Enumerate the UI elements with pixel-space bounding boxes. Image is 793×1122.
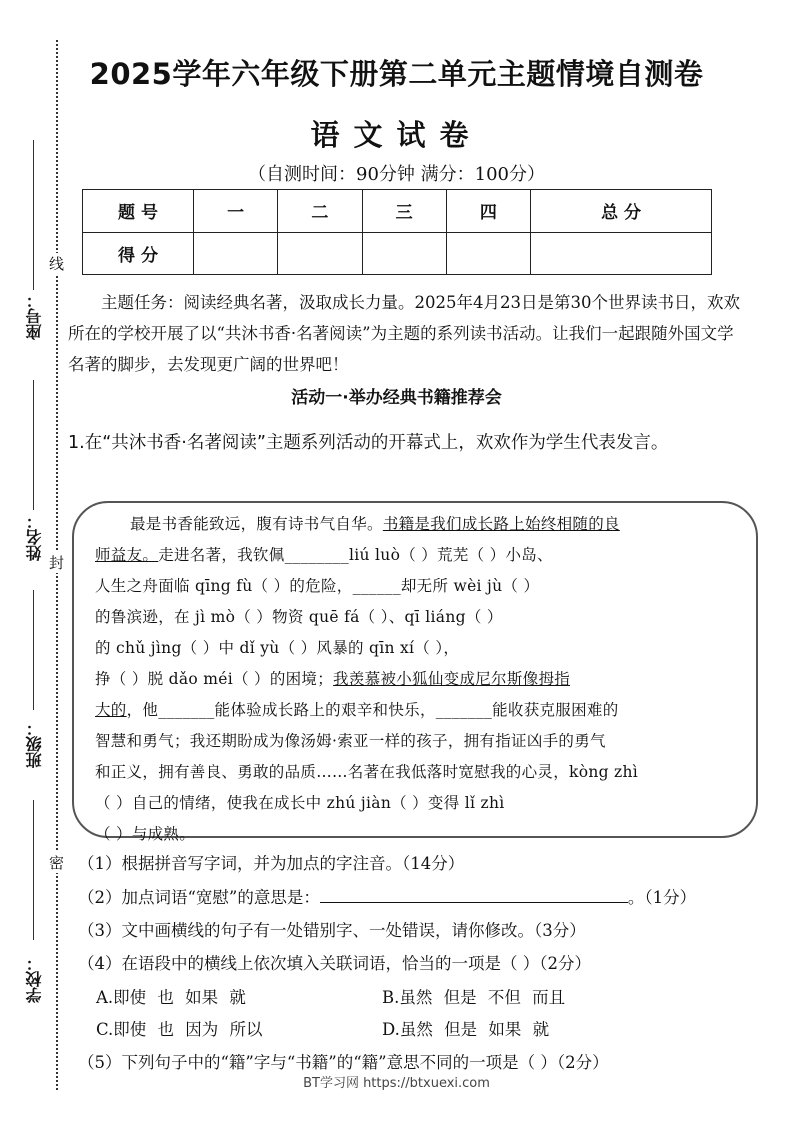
passage-text: 挣（ ）脱 dǎo méi（ ）的困境； <box>95 670 334 688</box>
passage-line <box>100 512 750 534</box>
side-mark-feng: 封 <box>49 554 65 572</box>
passage-line: 人生之舟面临 qīng fù（ ）的危险，______却无所 wèi jù（ ） <box>95 577 540 595</box>
underlined-sentence: 我羡慕被小狐仙变成尼尔斯像拇指 <box>333 670 571 688</box>
answer-blank[interactable] <box>320 902 628 903</box>
table-cell: 二 <box>278 190 362 233</box>
score-entry-cell[interactable] <box>446 232 530 275</box>
table-cell: 四 <box>446 190 530 233</box>
passage-line: 和正义，拥有善良、勇敢的品质……名著在我低落时宽慰我的心灵，kòng zhì <box>95 763 639 781</box>
underlined-sentence: 书籍是我们成长路上始终相随的良 <box>382 515 620 533</box>
option-b[interactable]: B.虽然 但是 不但 而且 <box>382 988 566 1007</box>
passage-line: （ ）与成熟。 <box>95 825 196 843</box>
name-label: 姓名： <box>25 513 44 561</box>
score-entry-cell[interactable] <box>531 232 712 275</box>
side-mark-xian: 线 <box>49 255 65 273</box>
score-table-score-row <box>83 232 712 275</box>
table-cell: 三 <box>362 190 446 233</box>
score-entry-cell[interactable] <box>278 232 362 275</box>
question-text: （2）加点词语“宽慰”的意思是： <box>78 888 320 907</box>
school-line <box>33 800 34 940</box>
passage-line <box>95 698 745 720</box>
sub-question-1: （1）根据拼音写字词，并为加点的字注音。（14分） <box>78 854 465 873</box>
table-cell: 题 号 <box>83 190 194 233</box>
activity-heading: 活动一·举办经典书籍推荐会 <box>291 388 502 408</box>
option-a[interactable]: A.即使 也 如果 就 <box>96 988 246 1007</box>
score-entry-cell[interactable] <box>194 232 278 275</box>
passage-text: ，他_______能体验成长路上的艰辛和快乐，_______能收获克服困难的 <box>126 701 619 719</box>
passage-text: 走进名著，我钦佩________liú luò（ ）荒芜（ ）小岛、 <box>158 546 553 564</box>
footer-watermark[interactable]: BT学习网 https://btxuexi.com <box>303 1076 490 1091</box>
table-cell: 一 <box>194 190 278 233</box>
score-table <box>82 189 712 275</box>
underlined-sentence: 大的 <box>95 701 127 719</box>
passage-line <box>95 667 745 689</box>
table-cell: 得 分 <box>83 232 194 275</box>
seat-number-label: 座号： <box>25 292 44 340</box>
option-c[interactable]: C.即使 也 因为 所以 <box>96 1020 263 1039</box>
question-text: 。（1分） <box>627 888 697 907</box>
sub-question-5: （5）下列句子中的“籍”字与“书籍”的“籍”意思不同的一项是（ ）（2分） <box>78 1053 609 1072</box>
sub-question-4: （4）在语段中的横线上依次填入关联词语，恰当的一项是（ ）（2分） <box>78 954 591 973</box>
sub-question-3: （3）文中画横线的句子有一处错别字、一处错误，请你修改。（3分） <box>78 921 586 940</box>
passage-line <box>95 543 745 565</box>
exam-time-info: （自测时间：90分钟 满分：100分） <box>248 164 545 185</box>
exam-subject: 语文试卷 <box>310 118 483 152</box>
passage-line: 的鲁滨逊，在 jì mò（ ）物资 quē fá（ ）、qī liáng（ ） <box>95 608 503 626</box>
school-label: 学校： <box>25 955 44 1003</box>
score-table-header-row <box>83 190 712 233</box>
underlined-sentence: 师益友。 <box>95 546 159 564</box>
side-mark-mi: 密 <box>49 854 65 872</box>
question-1-prompt: 1.在“共沐书香·名著阅读”主题系列活动的开幕式上，欢欢作为学生代表发言。 <box>68 433 669 453</box>
score-entry-cell[interactable] <box>362 232 446 275</box>
class-line <box>33 590 34 710</box>
sub-question-2 <box>78 884 696 908</box>
table-cell: 总 分 <box>531 190 712 233</box>
theme-paragraph: 主题任务：阅读经典名著，汲取成长力量。2025年4月23日是第30个世界读书日，欢欢所在的学校开展了以“共沐书香·名著阅读”为主题的系列读书活动。让我们一起跟随外国文学名著的脚步，去发现更广阔的世界吧！ <box>68 293 740 374</box>
option-d[interactable]: D.虽然 但是 如果 就 <box>382 1020 550 1039</box>
exam-title: 2025学年六年级下册第二单元主题情境自测卷 <box>89 57 704 91</box>
passage-line: （ ）自己的情绪，使我在成长中 zhú jiàn（ ）变得 lǐ zhì <box>95 794 505 812</box>
passage-text: 最是书香能致远，腹有诗书气自华。 <box>130 515 383 533</box>
class-label: 班级： <box>25 720 44 768</box>
passage-line: 智慧和勇气；我还期盼成为像汤姆·索亚一样的孩子，拥有指证凶手的勇气 <box>95 732 606 750</box>
passage-line: 的 chǔ jìng（ ）中 dǐ yù（ ）风暴的 qīn xí（ ）， <box>95 639 460 657</box>
